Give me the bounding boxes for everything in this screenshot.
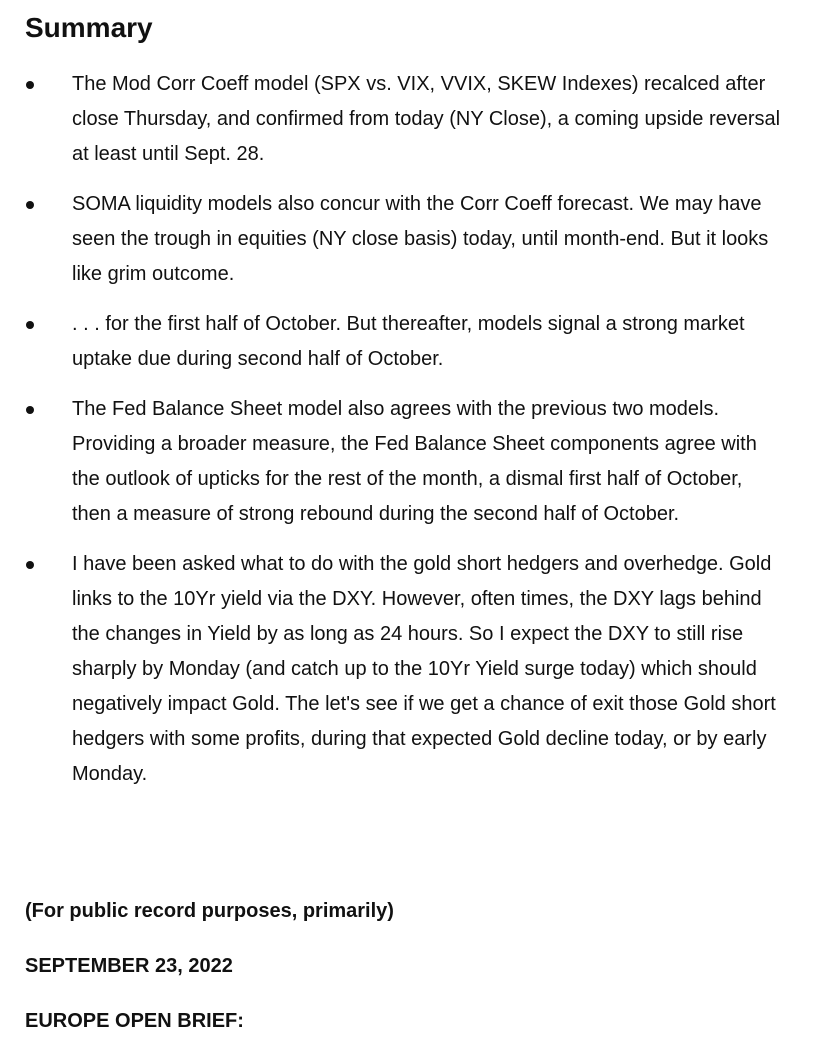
bullet-dot-icon: [26, 406, 34, 414]
bullet-text: SOMA liquidity models also concur with the Corr Coeff forecast. We may have seen the trough in equities (NY close basis) today, until month-end. But it looks like grim outcome.: [72, 193, 769, 285]
bullet-item: [25, 187, 785, 292]
bullet-dot-icon: [26, 201, 34, 209]
public-record-note: (For public record purposes, primarily): [25, 900, 394, 922]
bullet-item: [25, 392, 785, 532]
bullet-text: I have been asked what to do with the gold short hedgers and overhedge. Gold links to the 10Yr yield via the DXY. However, often times, the DXY lags behind the changes in Yield by as long as 24 hours. So I expect the DXY to still rise sharply by Monday (and catch up to the 10Yr Yield surge today) which should negatively impact Gold. The let's see if we get a chance of exit those Gold short hedgers with some profits, during that expected Gold decline today, or by early Monday.: [72, 553, 776, 785]
summary-heading: Summary: [25, 12, 153, 43]
date-line: SEPTEMBER 23, 2022: [25, 955, 233, 977]
section-title: EUROPE OPEN BRIEF:: [25, 1010, 244, 1032]
bullet-item: [25, 307, 785, 377]
bullet-item: [25, 547, 785, 792]
bullet-dot-icon: [26, 561, 34, 569]
bullet-text: The Fed Balance Sheet model also agrees with the previous two models. Providing a broader measure, the Fed Balance Sheet components agree with the outlook of upticks for the rest of the month, a dismal first half of October, then a measure of strong rebound during the second half of October.: [72, 398, 757, 525]
bullet-text: The Mod Corr Coeff model (SPX vs. VIX, VVIX, SKEW Indexes) recalced after close Thursday, and confirmed from today (NY Close), a coming upside reversal at least until Sept. 28.: [72, 73, 781, 165]
bullet-dot-icon: [26, 321, 34, 329]
summary-bullet-list: [25, 67, 785, 807]
bullet-item: [25, 67, 785, 172]
bullet-dot-icon: [26, 81, 34, 89]
bullet-text: . . . for the first half of October. But thereafter, models signal a strong market uptake due during second half of October.: [72, 313, 745, 370]
